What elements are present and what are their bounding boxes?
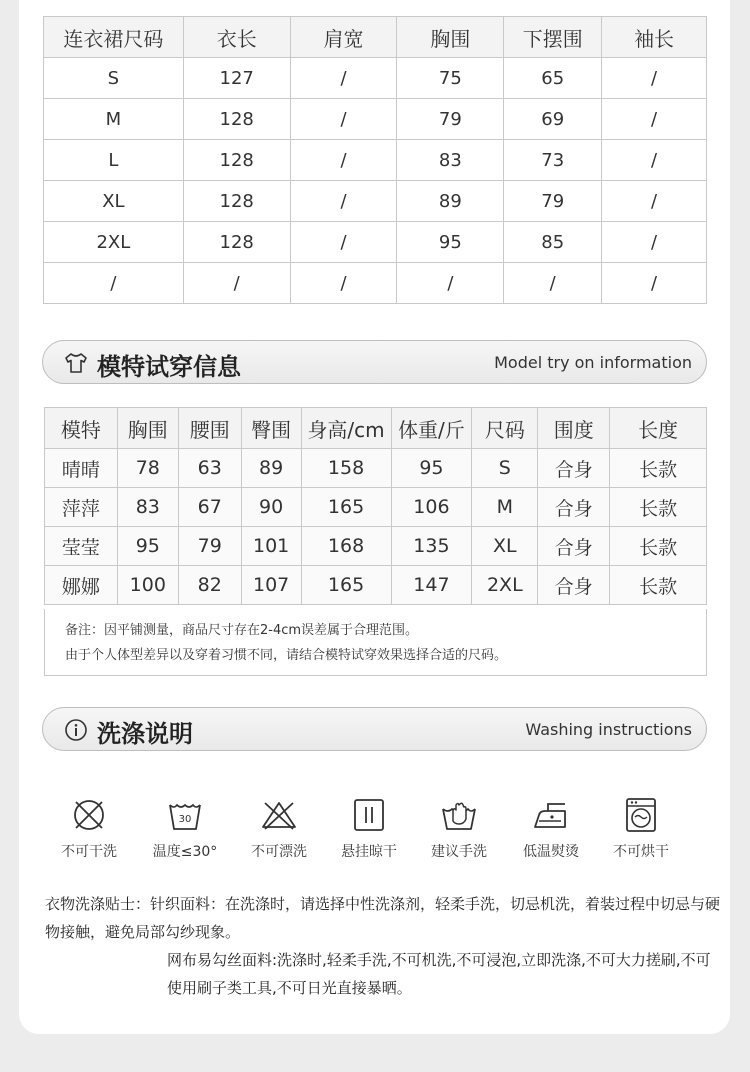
table-cell: 63: [178, 449, 241, 488]
table-cell: 128: [183, 99, 290, 140]
header-cell: 连衣裙尺码: [44, 17, 184, 58]
table-cell: 69: [504, 99, 602, 140]
table-cell: 合身: [538, 566, 610, 605]
table-cell: 128: [183, 140, 290, 181]
table-cell: 165: [301, 488, 391, 527]
table-cell: 67: [178, 488, 241, 527]
table-cell: 2XL: [44, 222, 184, 263]
table-row: [44, 140, 707, 181]
table-cell: 128: [183, 222, 290, 263]
care-label: 悬挂晾干: [341, 844, 397, 860]
section-title: 洗涤说明: [97, 720, 193, 748]
care-label: 低温熨烫: [523, 844, 579, 860]
table-cell: /: [290, 140, 397, 181]
table-row: [44, 263, 707, 304]
care-item: [140, 795, 230, 861]
table-row: [44, 99, 707, 140]
table-cell: /: [290, 222, 397, 263]
table-cell: 莹莹: [45, 527, 118, 566]
table-row: [44, 181, 707, 222]
table-cell: 79: [178, 527, 241, 566]
table-cell: 长款: [610, 449, 707, 488]
table-cell: /: [504, 263, 602, 304]
care-label: 不可烘干: [613, 844, 669, 860]
table-cell: 78: [117, 449, 178, 488]
table-cell: 95: [117, 527, 178, 566]
table-cell: 73: [504, 140, 602, 181]
header-cell: 尺码: [472, 408, 538, 449]
shirt-icon: [63, 350, 89, 376]
table-cell: S: [44, 58, 184, 99]
table-cell: XL: [472, 527, 538, 566]
header-cell: 袖长: [602, 17, 707, 58]
table-cell: 100: [117, 566, 178, 605]
table-cell: XL: [44, 181, 184, 222]
table-cell: /: [602, 263, 707, 304]
table-cell: 娜娜: [45, 566, 118, 605]
table-cell: 萍萍: [45, 488, 118, 527]
care-label: 温度≤30°: [152, 844, 218, 860]
table-cell: /: [183, 263, 290, 304]
table-row: [45, 527, 707, 566]
size-table-header: [44, 17, 707, 58]
table-cell: 147: [391, 566, 472, 605]
care-item: [234, 795, 324, 861]
section-title: 模特试穿信息: [97, 353, 241, 381]
header-cell: 长度: [610, 408, 707, 449]
table-cell: 89: [397, 181, 504, 222]
header-cell: 模特: [45, 408, 118, 449]
size-table: [43, 16, 707, 304]
table-cell: 90: [241, 488, 301, 527]
table-cell: /: [290, 99, 397, 140]
table-cell: 75: [397, 58, 504, 99]
table-cell: /: [602, 181, 707, 222]
model-table-note: [44, 609, 707, 676]
tips-paragraph: 网布易勾丝面料:洗涤时,轻柔手洗,不可机洗,不可浸泡,立即洗涤,不可大力搓刷,不可使用刷子类工具,不可日光直接暴晒。: [167, 951, 711, 997]
header-cell: 肩宽: [290, 17, 397, 58]
table-cell: 79: [504, 181, 602, 222]
header-cell: 臀围: [241, 408, 301, 449]
table-row: [45, 488, 707, 527]
table-cell: 83: [117, 488, 178, 527]
table-cell: 82: [178, 566, 241, 605]
table-cell: 2XL: [472, 566, 538, 605]
table-cell: 135: [391, 527, 472, 566]
low-iron-icon: [531, 795, 571, 835]
section-subtitle: Washing instructions: [525, 720, 692, 739]
header-cell: 衣长: [183, 17, 290, 58]
table-cell: L: [44, 140, 184, 181]
care-label: 建议手洗: [431, 844, 487, 860]
table-cell: /: [602, 222, 707, 263]
washing-tips: [45, 890, 725, 1002]
table-cell: /: [290, 263, 397, 304]
header-cell: 围度: [538, 408, 610, 449]
care-item: [506, 795, 596, 861]
no-tumble-dry-icon: [621, 795, 661, 835]
info-icon: [63, 717, 89, 743]
model-table: [44, 407, 707, 605]
header-cell: 胸围: [117, 408, 178, 449]
table-cell: 95: [397, 222, 504, 263]
section-subtitle: Model try on information: [494, 353, 692, 372]
table-cell: 85: [504, 222, 602, 263]
hang-dry-icon: [349, 795, 389, 835]
table-cell: 101: [241, 527, 301, 566]
table-cell: /: [290, 58, 397, 99]
table-cell: 83: [397, 140, 504, 181]
washing-banner: [42, 707, 707, 751]
note-line: 由于个人体型差异以及穿着习惯不同，请结合模特试穿效果选择合适的尺码。: [65, 648, 508, 663]
care-item: [414, 795, 504, 861]
table-cell: 107: [241, 566, 301, 605]
header-cell: 下摆围: [504, 17, 602, 58]
table-cell: 长款: [610, 566, 707, 605]
table-cell: /: [602, 58, 707, 99]
table-row: [45, 566, 707, 605]
model-info-banner: [42, 340, 707, 384]
model-table-header: [45, 408, 707, 449]
table-row: [44, 222, 707, 263]
header-cell: 身高/cm: [301, 408, 391, 449]
table-cell: /: [602, 99, 707, 140]
table-cell: M: [472, 488, 538, 527]
hand-wash-icon: [439, 795, 479, 835]
no-bleach-icon: [259, 795, 299, 835]
table-cell: 79: [397, 99, 504, 140]
care-label: 不可干洗: [61, 844, 117, 860]
table-cell: 合身: [538, 488, 610, 527]
table-cell: M: [44, 99, 184, 140]
header-cell: 体重/斤: [391, 408, 472, 449]
table-cell: 65: [504, 58, 602, 99]
care-label: 不可漂洗: [251, 844, 307, 860]
table-cell: 158: [301, 449, 391, 488]
table-cell: 106: [391, 488, 472, 527]
table-cell: /: [44, 263, 184, 304]
header-cell: 胸围: [397, 17, 504, 58]
header-cell: 腰围: [178, 408, 241, 449]
care-item: [44, 795, 134, 861]
tips-paragraph: 衣物洗涤贴士：针织面料：在洗涤时，请选择中性洗涤剂，轻柔手洗，切忌机洗，着装过程中切忌与硬物接触，避免局部勾纱现象。: [45, 895, 721, 941]
table-cell: /: [397, 263, 504, 304]
table-cell: 127: [183, 58, 290, 99]
wash-temp-text: 30: [178, 814, 192, 825]
note-line: 备注：因平铺测量，商品尺寸存在2-4cm误差属于合理范围。: [65, 623, 419, 638]
table-cell: S: [472, 449, 538, 488]
table-cell: 合身: [538, 449, 610, 488]
table-cell: /: [290, 181, 397, 222]
table-cell: 晴晴: [45, 449, 118, 488]
table-cell: /: [602, 140, 707, 181]
table-cell: 长款: [610, 527, 707, 566]
table-cell: 95: [391, 449, 472, 488]
table-row: [44, 58, 707, 99]
no-dry-clean-icon: [69, 795, 109, 835]
wash-30-icon: [165, 795, 205, 835]
table-cell: 合身: [538, 527, 610, 566]
table-cell: 165: [301, 566, 391, 605]
table-row: [45, 449, 707, 488]
table-cell: 89: [241, 449, 301, 488]
care-item: [324, 795, 414, 861]
table-cell: 128: [183, 181, 290, 222]
table-cell: 168: [301, 527, 391, 566]
table-cell: 长款: [610, 488, 707, 527]
care-item: [596, 795, 686, 861]
